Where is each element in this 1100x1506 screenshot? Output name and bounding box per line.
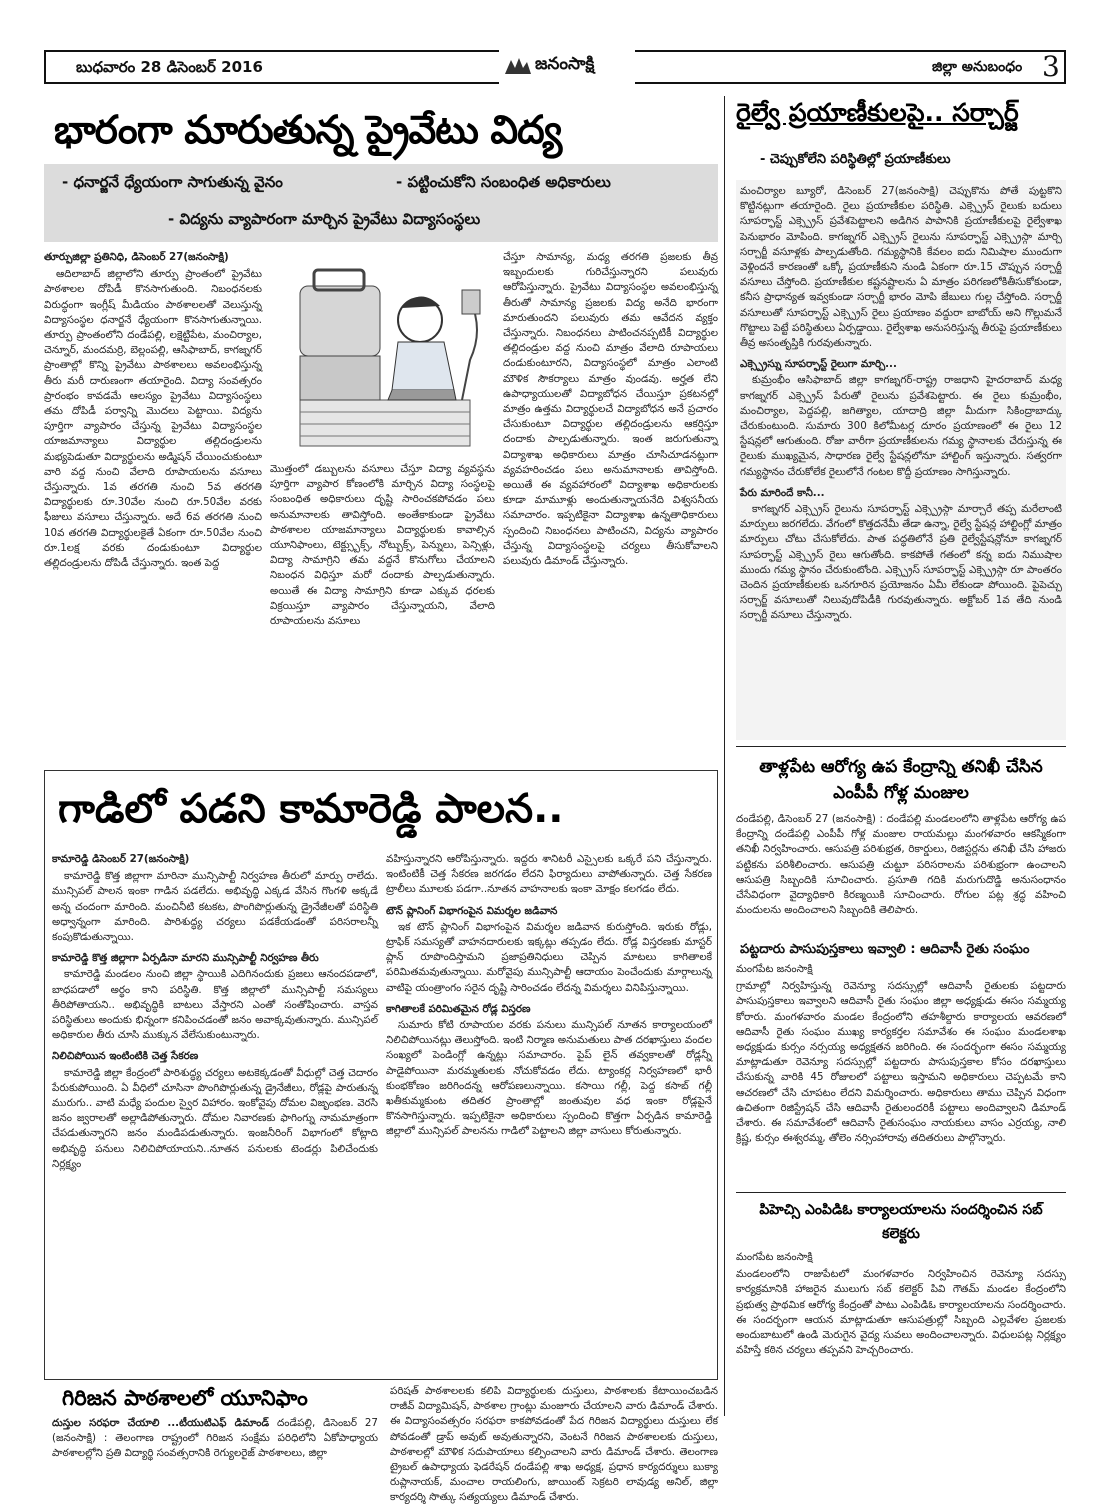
section-label: జిల్లా అనుబంధం [932,59,1023,75]
kamareddy-p3: కామారెడ్డి జిల్లా కేంద్రంలో పారిశుద్ధ్య చర్యలు అటకెక్కడంతో వీధుల్లో చెత్త చెదారం పేరుకుపోయింది. ఏ వీధిలో చూసినా పొంగిపొర్లుతున్న డ్రైనేజీలు, రోడ్లపై పారుతున్న మురుగు.. వాటి మధ్యే పందుల స్వైర విహారం. ఇంకోవైపు దోమల విజృంభణ. వెరసి జనం జ్వరాలతో అల్లాడిపోతున్నారు. దోమల నివారణకు ఫాగింగ్ను నామమాత్రంగా చేపడుతున్నారని జనం మండిపడుతున్నారు. ఇంజనీరింగ్ విభాగంలో కోట్లాది అభివృద్ధి పనులు నిలిచిపోయాయని..నూతన పనులకు టెండర్లు పిలిచేందుకు నిర్లక్ష్యం [52,1066,378,1170]
tallapet-body [736,812,1066,932]
railway-subhead-1: ఎక్స్ప్రెస్ను సూపర్ఫాస్ట్ రైలుగా మార్చి... [740,358,897,371]
lead-dateline: తూర్పుజిల్లా ప్రతినిధి, డిసెంబర్ 27(జనంసాక్షి) [44,251,229,263]
student-books-illustration-icon [270,250,500,457]
kamareddy-dateline: కామారెడ్డి డిసెంబర్ 27(జనంసాక్షి) [52,853,190,865]
adivasi-body [736,962,1066,1187]
railway-body [736,180,1066,740]
divider-story4 [736,746,1066,747]
tribal-col-1-text: తెలంగాణ రాష్ట్రంలో గిరిజన సంక్షేమ పరిధిలోని ఏకోపాధ్యాయ పాఠశాలల్లోని ప్రతి విద్యార్థి సంవత్సరానికి రెగ్యులరైజ్ పాఠశాలలు, జిల్లా [52,1432,378,1460]
column-divider [724,96,725,1416]
tribal-col-2-text: పరిషత్ పాఠశాలలకు కలిపి విద్యార్థులకు దుస్తులు, పాఠశాలకు కేటాయించబడిన రాజీవ్ విద్యామిషన్, పాఠశాల గ్రాంట్లు మంజూరు చేయాలని వారు డిమాండ్ చేశారు. ఈ విద్యాసంవత్సరం సరఫరా కాకపోవడంతో పేద గిరిజన విద్యార్థులు దుస్తులు లేక పోవడంతో డ్రాప్ అవుట్ అవుతున్నారని, వెంటనే గిరిజన పాఠశాలలకు దుస్తులు, పాఠశాలల్లో మౌళిక సదుపాయాలు కల్పించాలని వారు డిమాండ్ చేశారు. తెలంగాణ ట్రైబల్ ఉపాధ్యాయ ఫెడరేషన్ దండేపల్లి శాఖ అధ్యక్ష, ప్రధాన కార్యదర్శులు బుక్యా రుప్లానాయక్, మంచాల రాయలింగు, జాయింట్ సెక్రటరి లావుడ్య అనిల్, జిల్లా కార్యదర్శి సొత్కు సత్యయ్యలు డిమాండ్ చేశారు. [390,1385,718,1504]
lead-col-3 [503,250,718,765]
kamareddy-p1: కామారెడ్డి కొత్త జిల్లాగా మారినా మున్సిపాల్టీ నిర్వహణ తీరులో మార్పు రాలేదు. మున్సిపల్ పాలన ఇంకా గాడిన పడలేదు. అభివృద్ధి ఎక్కడ వేసిన గొంగళి అక్కడే అన్న చందంగా మారింది. మంచినీటి కటకట, పొంగిపొర్లుతున్న డ్రైనేజీలతో పరిస్థితి అధ్వాన్నంగా మారింది. పారిశుద్ధ్య చర్యలు పడకేయడంతో పరిసరాలన్నీ కంపుకొడుతున్నాయి. [52,870,378,944]
subcollector-headline: పిహెచ్సి ఎంపిడిఓ కార్యాలయాలను సందర్శించిన సబ్ కలెక్టరు [759,1202,1043,1242]
adivasi-headline: పట్టదారు పాసుపుస్తకాలు ఇవ్వాలి : ఆదివాసీ రైతు సంఘం [740,942,1030,957]
tribal-headline-3: ...టీయుటిఎఫ్ డిమాండ్ [167,1417,270,1429]
lead-col-1-text: ఆదిలాబాద్ జిల్లాలోని తూర్పు ప్రాంతంలో ప్రైవేటు పాఠశాలల దోపిడీ కొనసాగుతుంది. నిబంధనలకు విరుద్ధంగా ఇంగ్లీష్ మీడియం పాఠశాలలతో వెలుస్తున్న విద్యాసంస్థల ధనార్జనే ధ్యేయంగా కొనసాగుతున్నాయి. తూర్పు ప్రాంతంలోని దండేపల్లి, లక్షెట్టిపేట, మంచిర్యాల, చెన్నూర్, మందమర్రి, బెల్లంపల్లి, ఆసిఫాబాద్, కాగజ్నగర్ ప్రాంతాల్లో కొన్ని ప్రైవేటు పాఠశాలలు అవలంభిస్తున్న తీరు మరీ దారుణంగా తయారైంది. విద్యా సంవత్సరం ప్రారంభం కావడమే ఆలస్యం ప్రైవేటు విద్యాసంస్థలు తమ దోపిడీ పర్వాన్ని మొదలు పెట్టాయి. విద్యను పూర్తిగా వ్యాపారం చేస్తున్న ప్రైవేటు విద్యాసంస్థల యాజమాన్యాలు విద్యార్థుల తల్లిదండ్రులను మభ్యపెడుతూ విద్యార్థులను అడ్మిషన్ చేయించుకుంటూ వారి వద్ద నుంచి వేలాది రూపాయలను వసూలు చేస్తున్నారు. 1వ తరగతి నుంచి 5వ తరగతి విద్యార్థులకు రూ.30వేల నుంచి రూ.50వేల వరకు ఫీజులు వసూలు చేస్తున్నారు. అదే 6వ తరగతి నుంచి 10వ తరగతి విద్యార్థులకైతే ఏకంగా రూ.50వేల నుంచి రూ.1లక్ష వరకు దండుకుంటూ విద్యార్థుల తల్లిదండ్రులను దోపిడీ చేస్తున్నారు. ఇంత పెద్ద [44,268,262,570]
tallapet-body-text: దండేపల్లి, డిసెంబర్ 27 (జనంసాక్షి) : దండేపల్లి మండలంలోని తాళ్లపేట ఆరోగ్య ఉప కేంద్రాన్ని దండేపల్లి ఎంపీపీ గోళ్ల మంజుల రాయమల్లు మంగళవారం ఆకస్మికంగా తనిఖీ నిర్వహించారు. ఆసుపత్రి పరిశుభ్రత, రికార్డులు, రిజిస్టర్లను తనిఖీ చేసి హాజరు పట్టికను పరిశీలించారు. ఆసుపత్రి చుట్టూ పరిసరాలను పరిశుభ్రంగా ఉంచాలని ఆసుపత్రి సిబ్బందికి సూచించారు. ప్రసూతి గదికి మరుగుదొడ్డి అనుసంధానం చేసేవిధంగా వైద్యాధికారి కిరణ్మయికి సూచించారు. రోగుల పట్ల శ్రద్ధ వహించి మందులను అందించాలని సిబ్బందికి తెలిపారు. [736,813,1066,917]
kamareddy-h2: నిలిచిపోయిన ఇంటింటికి చెత్త సేకరణ [52,1050,199,1063]
railway-kicker: - చెప్పుకోలేని పరిస్థితిల్లో ప్రయాణీకులు [760,152,951,167]
masthead-date: బుధవారం 28 డిసెంబర్ 2016 [76,58,263,76]
lead-headline: భారంగా మారుతున్న ప్రైవేటు విద్య [54,108,562,153]
lead-col-3-text: చేస్తూ సామాన్య, మధ్య తరగతి ప్రజలకు తీవ్ర ఇబ్బందులకు గురిచేస్తున్నారని పలువురు ఆరోపిస్తున్నారు. ప్రైవేటు విద్యాసంస్థల అవలంభిస్తున్న తీరుతో సామాన్య ప్రజలకు విద్య అనేది భారంగా మారుతుందని పలువురు తమ ఆవేదన వ్యక్తం చేస్తున్నారు. నిబంధనలు పాటించనప్పటికీ విద్యార్థుల తల్లిదండ్రుల వద్ద నుంచి మాత్రం వేలాది రూపాయలు దండుకుంటూరని, విద్యాసంస్థలో మాత్రం ఎలాంటి మౌళిక సౌకర్యాలు మాత్రం వుండవు. అర్హత లేని ఉపాధ్యాయులతో విద్యాబోధన చేయిస్తూ ప్రకటనల్లో మాత్రం ఉత్తమ విద్యార్థులచే విద్యాబోధన అనే ప్రచారం చేసుకుంటూ విద్యార్థుల తల్లిదండ్రులను ఆకర్షిస్తూ దందాకు పాల్పడుతున్నారు. ఇంత జరుగుతున్నా విద్యాశాఖ అధికారులు మాత్రం చూసిచూడనట్లుగా వ్యవహరించడం పలు అనుమానాలకు తావిస్తోంది. అయితే ఈ వ్యవహారంలో విద్యాశాఖ అధికారులకు కూడా మామూళ్లు అందుతున్నాయనేది విశ్వసనీయ సమాచారం. ఇప్పటికైనా విద్యాశాఖ ఉన్నతాధికారులు స్పందించి నిబంధనలు పాటించని, విద్యను వ్యాపారం చేస్తున్న విద్యాసంస్థలపై చర్యలు తీసుకోవాలని పలువురు డిమాండ్ చేస్తున్నారు. [503,251,718,568]
subcollector-body [736,1250,1066,1420]
paper-logo-icon [503,56,533,76]
kamareddy-col-2 [386,852,712,1372]
lead-illustration [270,250,500,457]
railway-body-1: మంచిర్యాల బ్యూరో, డిసెంబర్ 27(జనంసాక్షి) చెప్పుకొను పోతే పుట్టకొని కొట్టినట్లుగా తయారైంది. రైలు ప్రయాణీకుల పరిస్థితి. ఎక్స్ప్రెస్ రైలుకు బదులు సూపర్ఫాస్ట్ ఎక్స్ప్రెస్ ప్రవేశపెట్టాలని అడిగిన పాపానికి ప్రయాణీకులపై రైల్వేశాఖ పెనుభారం మోపింది. కాగజ్నగర్ ఎక్స్ప్రెస్ రైలును సూపర్ఫాస్ట్ ఎక్స్ప్రెస్గా మార్చి సర్చార్జీ వసూళ్లకు పాల్పడుతోంది. గమ్యస్థానికి కేవలం ఐదు నిమిషాల ముందుగా వెళ్లిందనే కారణంతో ఒక్కో ప్రయాణీకుని నుండి ఏకంగా రూ.15 చొప్పున సర్చార్జీ వసూలు చేస్తోంది. ప్రయాణీకుల కష్టనష్టాలను ఏ మాత్రం పరిగణలోకితీసుకోకుండా, కనీస ప్రాధాన్యత ఇవ్వకుండా సర్చార్జీ భారం మోపి జేబులు గుల్ల చేస్తోంది. సర్చార్జీ వసూలుతో సూపర్ఫాస్ట్ ఎక్స్ప్రెస్ రైలు ప్రయాణం వద్దురా బాబోయ్ అని గొల్లుమనే గొట్టాలు పెట్టే పరిస్థితులు ఏర్పడ్డాయి. రైల్వేశాఖ అనుసరిస్తున్న తీరుపై ప్రయాణీకులు తీవ్ర అసంతృప్తికి గురవుతున్నారు. [740,185,1062,350]
subcollector-body-text: మండలంలోని రాజుపేటలో మంగళవారం నిర్వహించిన రెవెన్యూ సదస్సు కార్యక్రమానికి హాజరైన ములుగు సబ్ కలెక్టర్ పివి గౌతమ్ మండల కేంద్రంలోని ప్రభుత్వ ప్రాథమిక ఆరోగ్య కేంద్రంతో పాటు ఎంపిడిఓ కార్యాలయాలను సందర్శించారు. ఈ సందర్భంగా ఆయన మాట్లాడుతూ ఆసుపత్రుల్లో సిబ్బంది ఎల్లవేళల ప్రజలకు అందుబాటులో ఉండి మెరుగైన వైద్య సువలు అందించాలన్నారు. విధులపట్ల నిర్లక్ష్యం వహిస్తే కఠిన చర్యలు తప్పవని హెచ్చరించారు. [736,1268,1066,1357]
kamareddy-p4: వహిస్తున్నారని ఆరోపిస్తున్నారు. ఇద్దరు శానిటరీ ఎస్సైలకు ఒక్కరే పని చేస్తున్నారు. ఇంటింటికీ చెత్త సేకరణ జరగడం లేదని ఫిర్యాదులు వాపోతున్నారు. చెత్త సేకరణ ట్రాలీలు మూలకు పడగా..నూతన వాహనాలకు ఇంకా మోక్షం కలగడం లేదు. [386,853,712,896]
lead-col-1 [44,250,262,765]
lead-col-2-text: మొత్తంలో డబ్బులను వసూలు చేస్తూ విద్యా వ్యవస్థను పూర్తిగా వ్యాపార కోణంలోకి మార్చిన విద్యా సంస్థలపై సంబంధిత అధికారులు దృష్టి సారించకపోవడం పలు అనుమానాలకు తావిస్తోంది. అంతేకాకుండా ప్రైవేటు పాఠశాలల యాజమాన్యాలు విద్యార్థులకు కావాల్సిన యూనిఫాంలు, టెక్ట్స్బుక్స్, నోట్బుక్స్, పెన్నులు, పెన్సిళ్లు, విద్యా సామాగ్రిని తమ వద్దనే కొనుగోలు చేయాలని నిబంధన విధిస్తూ మరో దందాకు పాల్పడుతున్నారు. అయితే ఈ విద్యా సామాగ్రిని కూడా ఎక్కువ ధరలకు విక్రయిస్తూ వ్యాపారం చేస్తున్నాయని, వేలాది రూపాయలను వసూలు [270,463,495,628]
lead-kicker-2: - పట్టించుకోని సంబంధిత అధికారులు [396,173,611,191]
tribal-col-2 [390,1384,718,1504]
tribal-headline-2: దుస్తుల సరఫరా చేయాలి [52,1417,160,1429]
kamareddy-h3: టౌన్ ప్లానింగ్ విభాగంపైన విమర్శల జడివాన [386,904,558,917]
kamareddy-h1: కామారెడ్డి కొత్త జిల్లాగా ఏర్పడినా మారని మున్సిపాల్టీ నిర్వహణ తీరు [52,952,319,965]
adivasi-body-text: గ్రామాల్లో నిర్వహిస్తున్న రెవెన్యూ సదస్సుల్లో ఆదివాసీ రైతులకు పట్టదారు పాసుపుస్తకాలు ఇవ్వాలని ఆదివాసీ రైతు సంఘం జిల్లా అధ్యక్షుడు ఈసం సమ్మయ్య కోరారు. మంగళవారం మండల కేంద్రంలోని తహశీల్దారు కార్యాలయ ఆవరణలో ఆదివాసీ రైతు సంఘం ముఖ్య కార్యకర్తల సమావేశం ఈ సంఘం మండలశాఖ అధ్యక్షుడు కుర్సం నర్సయ్య అధ్యక్షతన జరిగింది. ఈ సందర్భంగా ఈసం సమ్మయ్య మాట్లాడుతూ రెవెన్యూ సదస్సుల్లో పట్టదారు పాసుపుస్తకాల కోసం దరఖాస్తులు చేసుకున్న వారికి 45 రోజులలో పట్టాలు ఇస్తామని అధికారులు చెప్పటమే కాని ఆచరణలో చేసి చూపటం లేదని విమర్శించారు. అధికారులు తాము చెప్పిన విధంగా ఉచితంగా రిజిస్ట్రేషన్ చేసి ఆదివాసీ రైతులందరికీ పట్టాలు అందివ్వాలని డిమాండ్ చేశారు. ఈ సమావేశంలో ఆదివాసీ రైతుసంఘం నాయకులు వాసం ఎర్రయ్య, నాలి క్రిష్ణ, కుర్సం ఈశ్వరమ్మ, తోలెం నర్సింహారావు తదితరులు పాల్గొన్నారు. [736,980,1066,1145]
railway-headline: రైల్వే ప్రయాణీకులపై.. సర్చార్జ్ [736,98,1019,127]
lead-kicker-1: - ధనార్జనే ధ్యేయంగా సాగుతున్న వైనం [62,173,283,191]
railway-body-2: కుమ్రంభీం ఆసిఫాబాద్ జిల్లా కాగజ్నగర్-రాష్ట్ర రాజధాని హైదరాబాద్ మధ్య కాగజ్నగర్ ఎక్స్ప్రెస్ పేరుతో రైలును ప్రవేశపెట్టారు. ఈ రైలు కుమ్రంభీం, మంచిర్యాల, పెద్దపల్లి, జగిత్యాల, యాదాద్రి జిల్లా మీదుగా సికింద్రాబాద్కు చేరుకుంటుంది. సుమారు 300 కిలోమీటర్ల దూరం ప్రయాణంలో ఈ రైలు 12 స్టేషన్లలో ఆగుతుంది. రోజు వారీగా ప్రయాణీకులను గమ్య స్థానాలకు చేరుస్తున్న ఈ రైలుకు ముఖ్యమైన, సాధారణ రైల్వే స్టేషన్లలోనూ హాల్టింగ్ ఇస్తున్నారు. సత్వరగా గమ్యస్థానం చేరుకోలేక రైలులోనే గంటల కొద్దీ ప్రయాణం సాగిస్తున్నారు. [740,374,1062,478]
masthead-logo [499,50,635,84]
kamareddy-p6: సుమారు కోటి రూపాయల వరకు పనులు మున్సిపల్ నూతన కార్యాలయంలో నిలిచిపోయినట్లు తెలుస్తోంది. ఇంటి నిర్మాణ అనుమతులు పాత దరఖాస్తులు వందల సంఖ్యలో పెండింగ్లో ఉన్నట్లు సమాచారం. పైప్ లైన్ తవ్వకాలతో రోడ్లన్నీ పాడైపోయినా మరమ్మతులకు నోచుకోవడం లేదు. ట్యాంకర్ల నిర్వహణలో భారీ కుంభకోణం జరిగిందన్న ఆరోపణలున్నాయి. కసాయి గల్లీ, పెద్ద కసాబ్ గల్లీ ఖతీకుమ్మకుంట తదితర ప్రాంతాల్లో జంతువుల వధ ఇంకా రోడ్లపైనే కొనసాగిస్తున్నారు. ఇప్పటికైనా అధికారులు స్పందించి కొత్తగా ఏర్పడిన కామారెడ్డి జిల్లాలో మున్సిపల్ పాలనను గాడిలో పెట్టాలని జిల్లా వాసులు కోరుతున్నారు. [386,1019,712,1138]
page-number: 3 [1042,50,1060,83]
tallapet-headline: తాళ్లపేట ఆరోగ్య ఉప కేంద్రాన్ని తనిఖీ చేసిన ఎంపీపీ గోళ్ల మంజుల [759,757,1043,803]
lead-col-2 [270,462,495,765]
kamareddy-col-1 [52,852,378,1372]
masthead [44,50,1066,84]
adivasi-dateline: మంగపేట జనంసాక్షి [736,963,813,975]
kamareddy-h4: కాగితాలకే పరిమితమైన రోడ్ల విస్తరణ [386,1002,531,1015]
tribal-headline-1: గిరిజన పాఠశాలలో యూనిఫాం [62,1386,308,1410]
kamareddy-headline: గాడిలో పడని కామారెడ్డి పాలన.. [58,786,564,832]
tribal-dateline: దండేపల్లి, డిసెంబర్ 27 (జనంసాక్షి) : [52,1417,378,1445]
lead-kicker-3: - విద్యను వ్యాపారంగా మార్చిన ప్రైవేటు విద్యాసంస్థలు [168,210,481,228]
railway-body-3: కాగజ్నగర్ ఎక్స్ప్రెస్ రైలును సూపర్ఫాస్ట్ ఎక్స్ప్రెస్గా మార్చారే తప్ప మరేలాంటి మార్పులు జరగలేదు. వేగంలో కొత్తదనేమీ తేడా ఉన్నా, రైల్వే స్టేషన్ల హాల్టింగ్లో మాత్రం మార్పులు చోటు చేసుకోలేదు. పాత పద్ధతిలోనే ప్రతి రైల్వేస్టేషన్లోనూ కాగజ్నగర్ సూపర్ఫాస్ట్ ఎక్స్ప్రెస్ రైలు ఆగుతోంది. కాకపోతే గతంలో కన్న ఐదు నిముషాల ముందు గమ్య స్థానం చేరుకుంటోంది. ఎక్స్ప్రెస్ సూపర్ఫాస్ట్ ఎక్స్ప్రెస్గా రూ పాంతరం చెందిన ప్రయాణీకులకు ఒనగూరిన ప్రయోజనం ఏమీ లేకుండా పోయింది. పైపెచ్చు సర్చార్జ్ వసూలుతో నిలువుదోపిడీకి గురవుతున్నారు. అక్టోబర్ 1వ తేది నుండి సర్చార్జీ వసూలు చేస్తున్నారు. [740,503,1062,622]
railway-subhead-2: పేరు మారిందే కానీ... [740,486,825,499]
kamareddy-p5: ఇక టౌన్ ప్లానింగ్ విభాగంపైన విమర్శల జడివాన కురుస్తోంది. ఇరుకు రోడ్లు, ట్రాఫిక్ సమస్యతో వాహనదారులకు ఇక్కట్లు తప్పడం లేదు. రోడ్ల విస్తరణకు మాస్టర్ ప్లాన్ రూపొందిస్తామని ప్రజాప్రతినిధులు చెప్పిన మాటలు కాగితాలకే పరిమితమవుతున్నాయి. మరోవైపు మున్సిపాల్టీ ఆదాయం పెంచేందుకు మార్గాలున్న వాటిపై యంత్రాంగం సరైన దృష్టి సారించడం లేదన్న విమర్శలు వినిపిస్తున్నాయి. [386,920,712,994]
divider-story6 [736,1192,1066,1193]
paper-name: జనంసాక్షి [535,54,595,74]
subcollector-dateline: మంగపేట జనంసాక్షి [736,1251,813,1263]
tribal-col-1 [52,1416,378,1460]
kamareddy-p2: కామారెడ్డి మండలం నుంచి జిల్లా స్థాయికి ఎదిగినందుకు ప్రజలు ఆనందపడాలో, బాధపడాలో అర్థం కాని పరిస్థితి. కొత్త జిల్లాలో మున్సిపాల్టీ సమస్యలు తీరిపోతాయని.. అభివృద్ధికి బాటలు వేస్తారని ఎంతో సంతోషించారు. వాస్తవ పరిస్థితులు అందుకు భిన్నంగా కనిపించడంతో జనం అవాక్కవుతున్నారు. మున్సిపల్ అధికారుల తీరు చూసి ముక్కున వేలేసుకుంటున్నారు. [52,968,378,1042]
